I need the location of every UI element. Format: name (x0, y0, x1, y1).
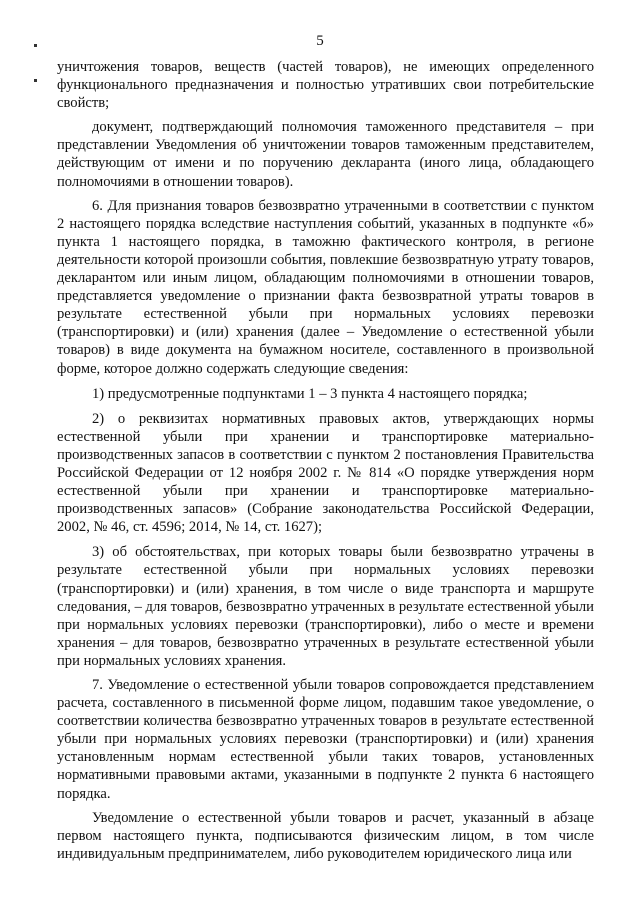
margin-mark (34, 44, 37, 47)
page-number: 5 (316, 33, 324, 49)
document-body (57, 58, 594, 863)
paragraph-item-7: 7. Уведомление о естественной убыли товаров сопровождается представлением расчета, составленного в письменной форме лицом, подавшим такое уведомление, о соответствии количества безвозвратно утраченных товаров в результате естественной убыли при нормальных условиях перевозки (транспортировки) и (или) хранения установленным нормам естественной убыли таких товаров, установленных нормативными правовыми актами, указанными в подпункте 2 пункта 6 настоящего порядка. (57, 677, 594, 802)
paragraph-representative-document: документ, подтверждающий полномочия таможенного представителя – при представлении Уведомления об уничтожении товаров таможенным представителем, действующим от имени и по поручению декларанта (иного лица, обладающего полномочиями в отношении товаров). (57, 119, 594, 190)
paragraph-continuation: уничтожения товаров, веществ (частей товаров), не имеющих определенного функционального предназначения и полностью утративших свои потребительские свойств; (57, 59, 594, 112)
paragraph-item-7-signature: Уведомление о естественной убыли товаров и расчет, указанный в абзаце первом настоящего пункта, подписываются физическим лицом, в том числе индивидуальным предпринимателем, либо руководителем юридического лица или (57, 809, 594, 862)
paragraph-item-6-2: 2) о реквизитах нормативных правовых актов, утверждающих нормы естественной убыли при хранении и транспортировке материально-производственных запасов в соответствии с пунктом 2 постановления Правительства Российской Федерации от 12 ноября 2002 г. № 814 «О порядке утверждения норм естественной убыли при хранении и транспортировке материально-производственных запасов» (Собрание законодательства Российской Федерации, 2002, № 46, ст. 4596; 2014, № 14, ст. 1627); (57, 410, 594, 536)
margin-mark (34, 79, 37, 82)
paragraph-item-6: 6. Для признания товаров безвозвратно утраченными в соответствии с пунктом 2 настоящего порядка вследствие наступления событий, указанных в подпункте «б» пункта 1 настоящего порядка, в таможню фактического контроля, в регионе деятельности которой произошли события, повлекшие безвозвратную утрату товаров, декларантом или иным лицом, обладающим полномочиями в отношении товаров, представляется уведомление о признании факта безвозвратной утраты товаров в результате естественной убыли при нормальных условиях перевозки (транспортировки) и (или) хранения (далее – Уведомление о естественной убыли товаров) в виде документа на бумажном носителе, составленного в произвольной форме, которое должно содержать следующие сведения: (57, 197, 594, 377)
paragraph-item-6-1: 1) предусмотренные подпунктами 1 – 3 пункта 4 настоящего порядка; (92, 385, 528, 402)
paragraph-item-6-3: 3) об обстоятельствах, при которых товары были безвозвратно утрачены в результате естественной убыли при нормальных условиях перевозки (транспортировки) и (или) хранения, в том числе о виде транспорта и маршруте следования, – для товаров, безвозвратно утраченных в результате естественной убыли при нормальных условиях перевозки (транспортировки), либо о месте и времени хранения – для товаров, безвозвратно утраченных в результате естественной убыли при нормальных условиях хранения. (57, 544, 594, 669)
